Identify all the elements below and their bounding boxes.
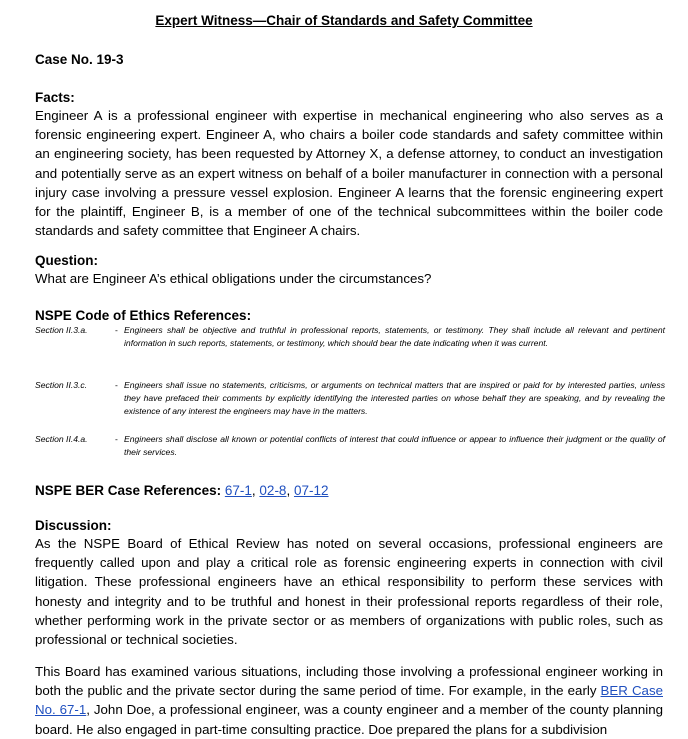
code-reference-section: Section II.4.a. [35, 434, 88, 444]
discussion-paragraph-1: As the NSPE Board of Ethical Review has noted on several occasions, professional engineers are frequently called upon and play a critical role as forensic engineering experts in connection with civil litigation. These professional engineers have an ethical responsibility to perform these services with honesty and integrity and to be truthful and honest in their professional reports regardless of their role, whether performing work in the private sector or as members of organizations with public roles, such as professional or technical societies. [35, 536, 663, 648]
ber-case-inline-link[interactable]: BER Case No. 67-1 [35, 683, 663, 718]
discussion-heading: Discussion: [35, 518, 112, 533]
link-separator: , [251, 483, 256, 498]
code-reference-section: Section II.3.a. [35, 325, 88, 335]
code-reference-text: Engineers shall be objective and truthful in professional reports, statements, or testimony. They shall include all relevant and pertinent information in such reports, statements, or testimony, which should bear the date indicating when it was current. [124, 325, 665, 349]
link-separator: , [286, 483, 291, 498]
discussion-paragraph-2 [35, 662, 663, 739]
code-reference-dash: - [115, 380, 118, 390]
facts-heading: Facts: [35, 90, 75, 105]
code-reference-section: Section II.3.c. [35, 380, 88, 390]
code-reference-text: Engineers shall issue no statements, criticisms, or arguments on technical matters that are inspired or paid for by interested parties, unless they have prefaced their comments by explicitly identifying the interested parties on whose behalf they are speaking, and by revealing the existence of any interest the engineers may have in the matters. [124, 380, 665, 417]
code-references-heading: NSPE Code of Ethics References: [35, 308, 252, 323]
ber-references-label: NSPE BER Case References: [35, 483, 222, 498]
code-reference-dash: - [115, 325, 118, 335]
ber-case-link-02-8[interactable]: 02-8 [259, 483, 287, 498]
ber-references [35, 483, 329, 498]
ber-case-link-07-12[interactable]: 07-12 [293, 483, 329, 498]
code-reference-text: Engineers shall disclose all known or potential conflicts of interest that could influence or appear to influence their judgment or the quality of their services. [124, 434, 665, 458]
discussion-paragraph-2-text-cont: , John Doe, a professional engineer, was a county engineer and a member of the county planning board. He also engaged in part-time consulting practice. Doe prepared the plans for a subdivision [35, 702, 663, 737]
ber-case-link-67-1[interactable]: 67-1 [224, 483, 252, 498]
question-text: What are Engineer A’s ethical obligations under the circumstances? [35, 271, 432, 286]
discussion-paragraph-2-text: This Board has examined various situations, including those involving a professional engineer working in both the public and the private sector during the same period of time. For example, in the early [35, 664, 663, 699]
question-heading: Question: [35, 253, 98, 268]
facts-text: Engineer A is a professional engineer with expertise in mechanical engineering who also serves as a forensic engineering expert. Engineer A, who chairs a boiler code standards and safety committee within an engineering society, has been requested by Attorney X, a defense attorney, to conduct an investigation and potentially serve as an expert witness on behalf of a boiler manufacturer in connection with a personal injury case involving a pressure vessel explosion. Engineer A learns that the forensic engineering expert for the plaintiff, Engineer B, is a member of one of the technical subcommittees within the boiler code standards and safety committee that Engineer A chairs. [35, 108, 663, 239]
code-reference-dash: - [115, 434, 118, 444]
document-title: Expert Witness—Chair of Standards and Safety Committee [155, 13, 533, 28]
case-number: Case No. 19-3 [35, 52, 124, 67]
